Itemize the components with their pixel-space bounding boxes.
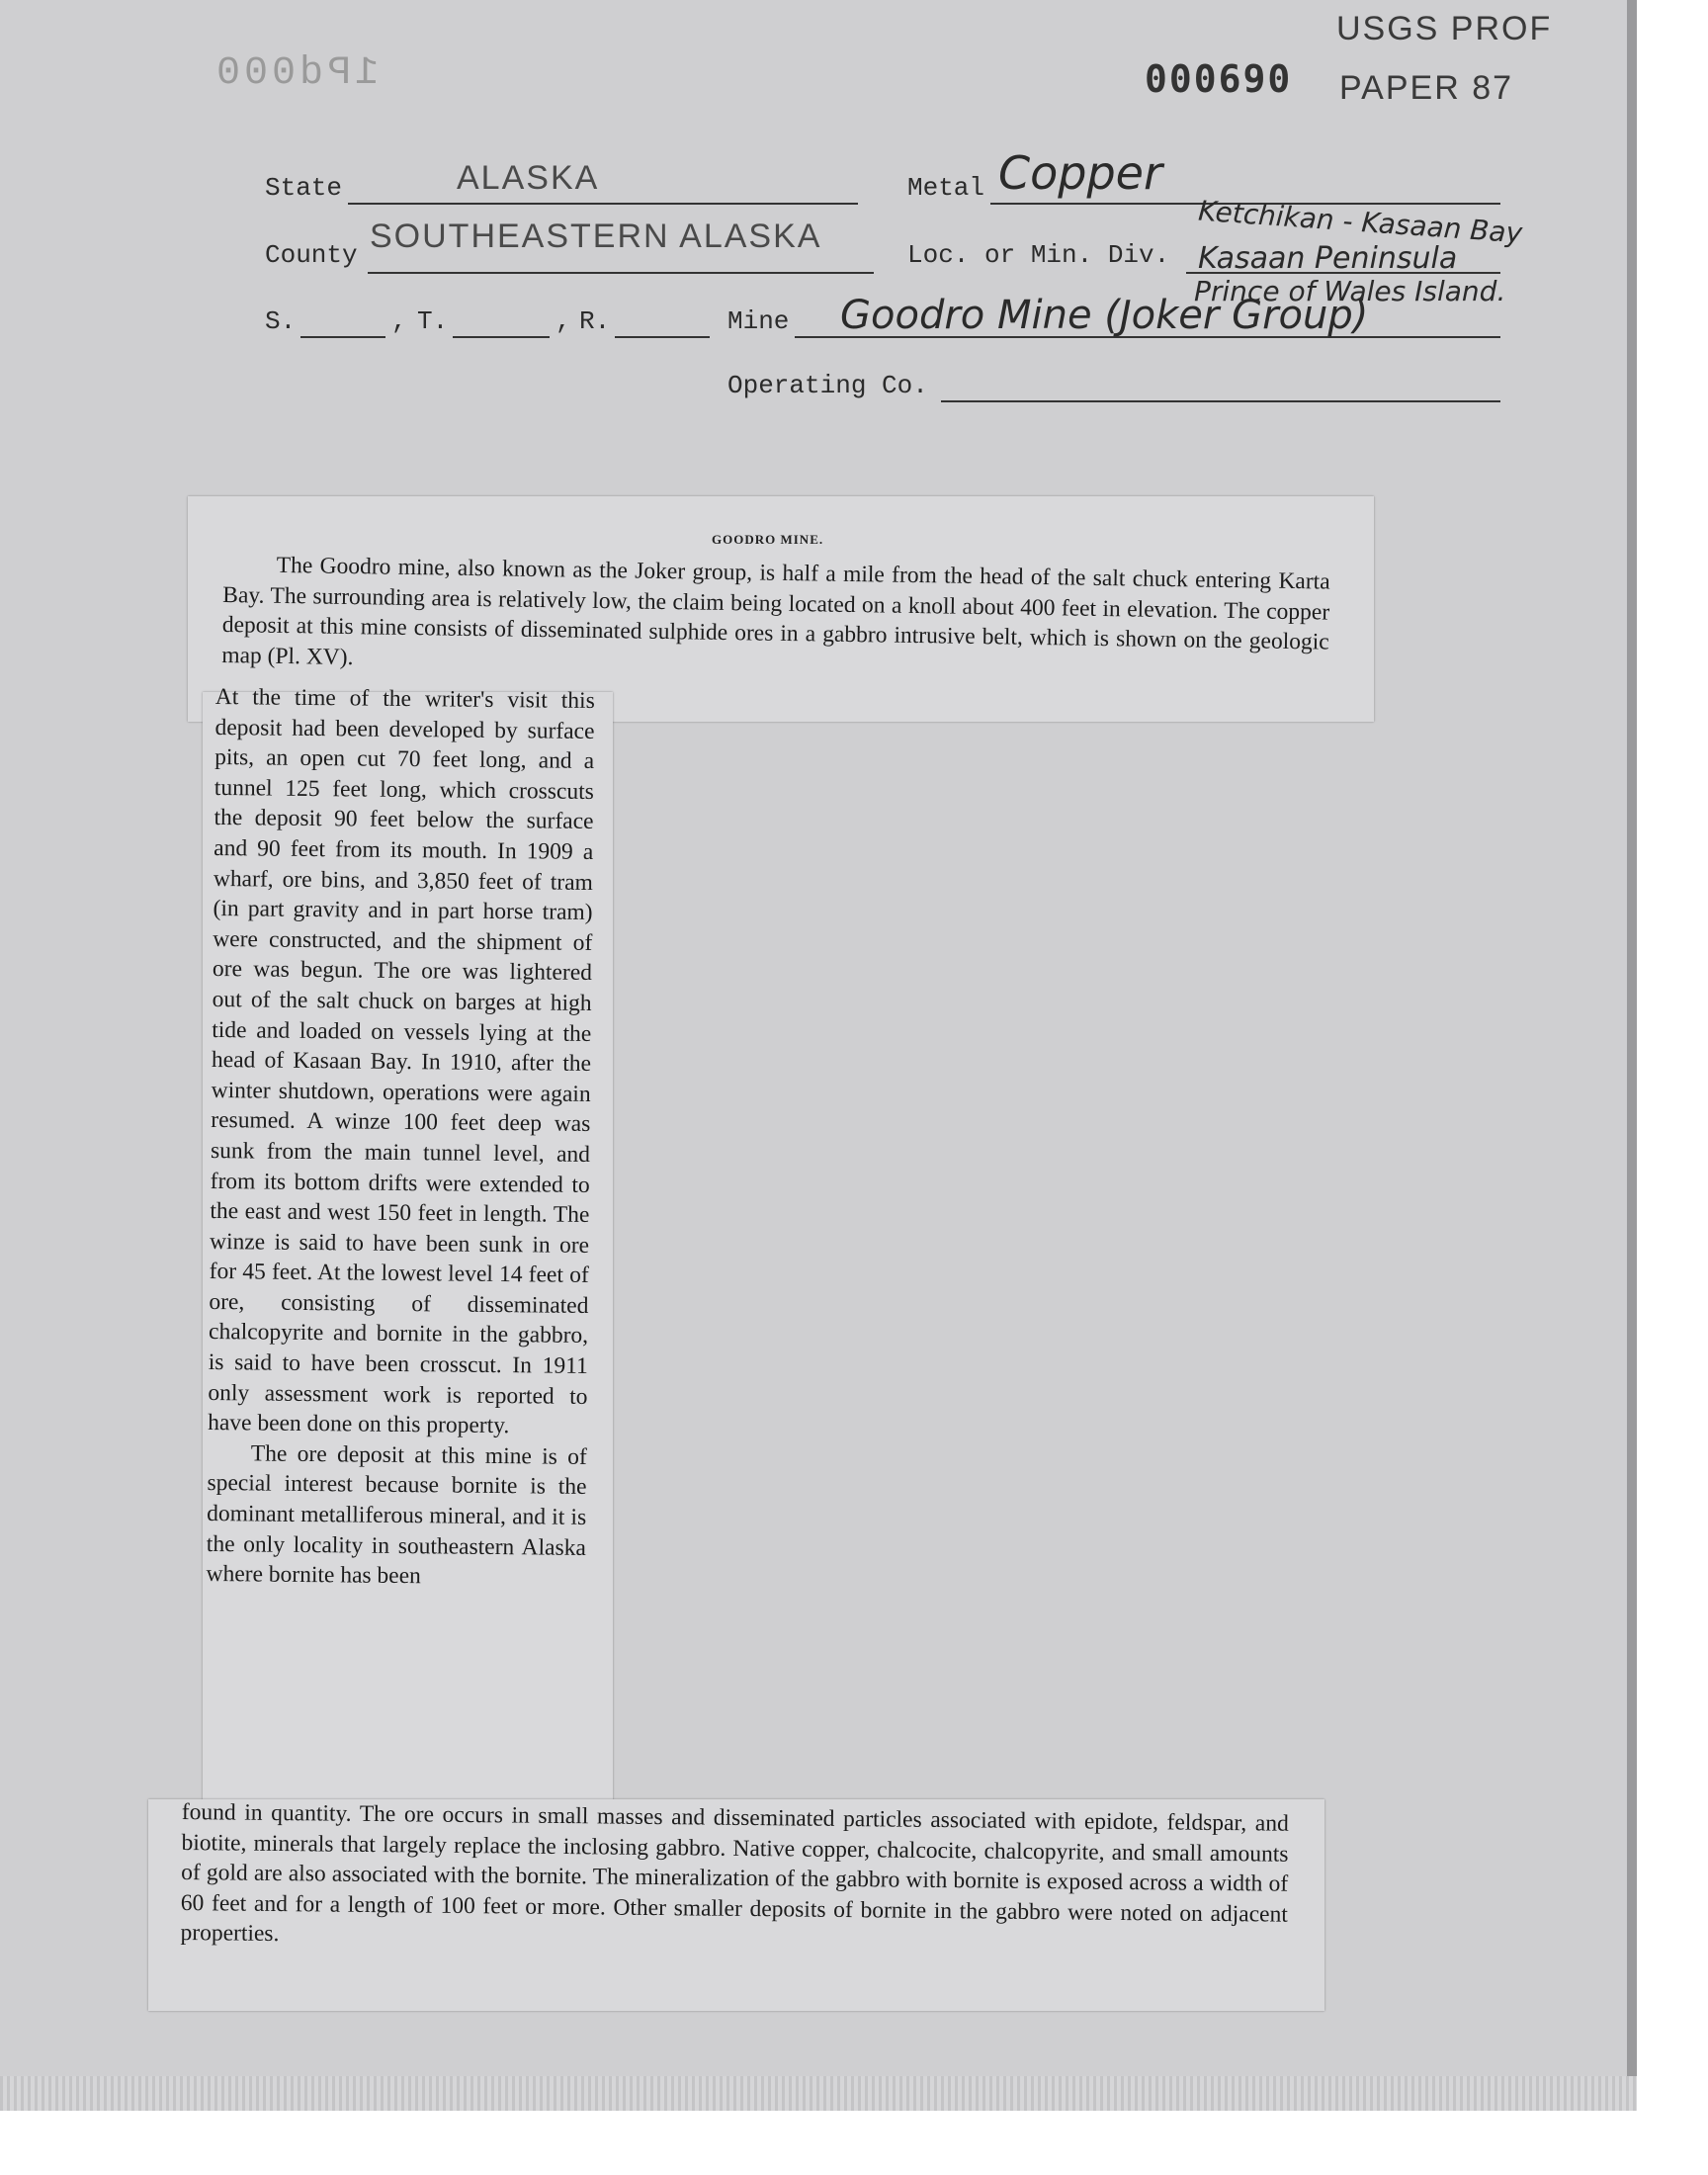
county-line [368,272,874,274]
loc-value-2: Kasaan Peninsula [1198,241,1458,276]
section-label: S. [265,306,297,336]
article-top-paragraph: The Goodro mine, also known as the Joker group, is half a mile from the head of the salt chuck entering Karta Bay. The surrounding area is relatively low, the claim being located on a knoll about 400 feet in elevation. The copper deposit at this mine consists of disseminated sulphide ores in a gabbro intrusive belt, which is shown on the geologic map (Pl. XV). [221,552,1330,670]
range-label: R. [579,306,611,336]
metal-value: Copper [998,146,1162,200]
loc-label: Loc. or Min. Div. [907,240,1170,270]
state-label: State [265,173,343,203]
sheet-edge [1627,0,1637,2111]
operating-co-label: Operating Co. [727,371,928,400]
faded-stamp-number: 1Pd000 [213,51,380,96]
comma-2: , [555,306,571,336]
article-column-paragraph-1: At the time of the writer's visit this deposit had been developed by surface pits, an open cut 70 feet long, and a tunnel 125 feet long, which crosscuts the deposit 90 feet below the surface and 90 feet from its mouth. In 1909 a wharf, ore bins, and 3,850 feet of tram (in part gravity and in part horse tram) were constructed, and the shipment of ore was begun. The ore was lightered out of the salt chuck on barges at high tide and loaded on vessels lying at the head of Kasaan Bay. In 1910, after the winter shutdown, operations were again resumed. A winze 100 feet deep was sunk from the main tunnel level, and from its bottom drifts were extended to the east and west 150 feet in length. The winze is said to have been sunk in ore for 45 feet. At the lowest level 14 feet of ore, consisting of disseminated chalcopyrite and bornite in the gabbro, is said to have been crosscut. In 1911 only assessment work is reported to have been done on this property. [208,683,595,1439]
usgs-tag-line1: USGS PROF [1336,10,1553,47]
state-value: ALASKA [457,159,600,197]
scan-strip [0,2076,1637,2111]
article-bottom-paragraph: found in quantity. The ore occurs in small masses and disseminated particles associated with epidote, feldspar, and biotite, minerals that largely replace the inclosing gabbro. Native copper, chalcocite, chalcopyrite, and small amounts of gold are also associated with the bornite. The mineralization of the gabbro with bornite is exposed across a width of 60 feet and for a length of 100 feet or more. Other smaller deposits of bornite in the gabbro were noted on adjacent properties. [180,1798,1289,1948]
township-line [453,336,550,338]
county-label: County [265,240,358,270]
stamp-number: 000690 [1145,57,1293,101]
metal-label: Metal [907,173,985,203]
county-value: SOUTHEASTERN ALASKA [370,218,822,255]
state-line [348,203,858,205]
section-line [300,336,385,338]
article-heading: GOODRO MINE. [712,532,824,547]
operating-co-line [941,400,1500,402]
range-line [615,336,710,338]
loc-value-3: Prince of Wales Island. [1194,275,1506,307]
township-label: T. [417,306,449,336]
mine-value: Goodro Mine (Joker Group) [840,293,1369,338]
mine-label: Mine [727,306,790,336]
article-column-paragraph-2: The ore deposit at this mine is of special interest because bornite is the dominant metalliferous mineral, and it is the only locality in southeastern Alaska where bornite has been [206,1440,587,1590]
loc-value-1: Ketchikan - Kasaan Bay [1197,194,1524,250]
comma-1: , [391,306,407,336]
article-column [206,682,595,1594]
usgs-tag-line2: PAPER 87 [1339,69,1514,107]
